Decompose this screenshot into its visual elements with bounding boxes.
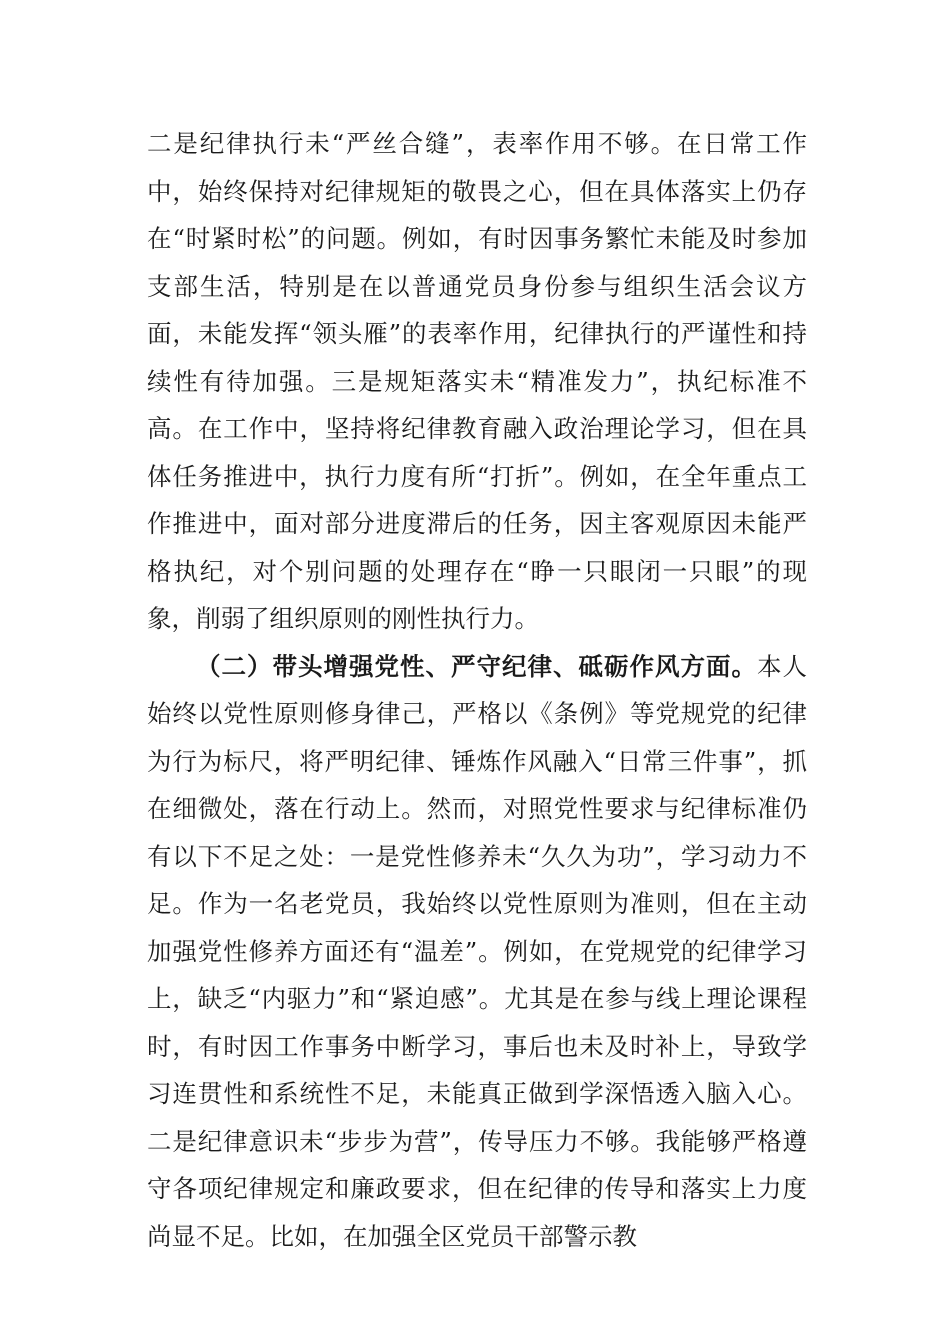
paragraph-text: 二是纪律执行未“严丝合缝”，表率作用不够。在日常工作中，始终保持对纪律规矩的敬畏之心，但在具体落实上仍存在“时紧时松”的问题。例如，有时因事务繁忙未能及时参加支部生活，特别是在以普通党员身份参与组织生活会议方面，未能发挥“领头雁”的表率作用，纪律执行的严谨性和持续性有待加强。三是规矩落实未“精准发力”，执纪标准不高。在工作中，坚持将纪律教育融入政治理论学习，但在具体任务推进中，执行力度有所“打折”。例如，在全年重点工作推进中，面对部分进度滞后的任务，因主客观原因未能严格执纪，对个别问题的处理存在“睁一只眼闭一只眼”的现象，削弱了组织原则的刚性执行力。 — [147, 129, 807, 633]
section-heading: （二）带头增强党性、严守纪律、砥砺作风方面。 — [196, 651, 757, 681]
document-body — [147, 120, 807, 1260]
paragraph-party-spirit — [147, 643, 807, 1261]
paragraph-discipline-execution — [147, 120, 807, 643]
paragraph-text: 本人始终以党性原则修身律己，严格以《条例》等党规党的纪律为行为标尺，将严明纪律、锤炼作风融入“日常三件事”，抓在细微处，落在行动上。然而，对照党性要求与纪律标准仍有以下不足之处：一是党性修养未“久久为功”，学习动力不足。作为一名老党员，我始终以党性原则为准则，但在主动加强党性修养方面还有“温差”。例如，在党规党的纪律学习上，缺乏“内驱力”和“紧迫感”。尤其是在参与线上理论课程时，有时因工作事务中断学习，事后也未及时补上，导致学习连贯性和系统性不足，未能真正做到学深悟透入脑入心。二是纪律意识未“步步为营”，传导压力不够。我能够严格遵守各项纪律规定和廉政要求，但在纪律的传导和落实上力度尚显不足。比如，在加强全区党员干部警示教 — [147, 651, 807, 1251]
